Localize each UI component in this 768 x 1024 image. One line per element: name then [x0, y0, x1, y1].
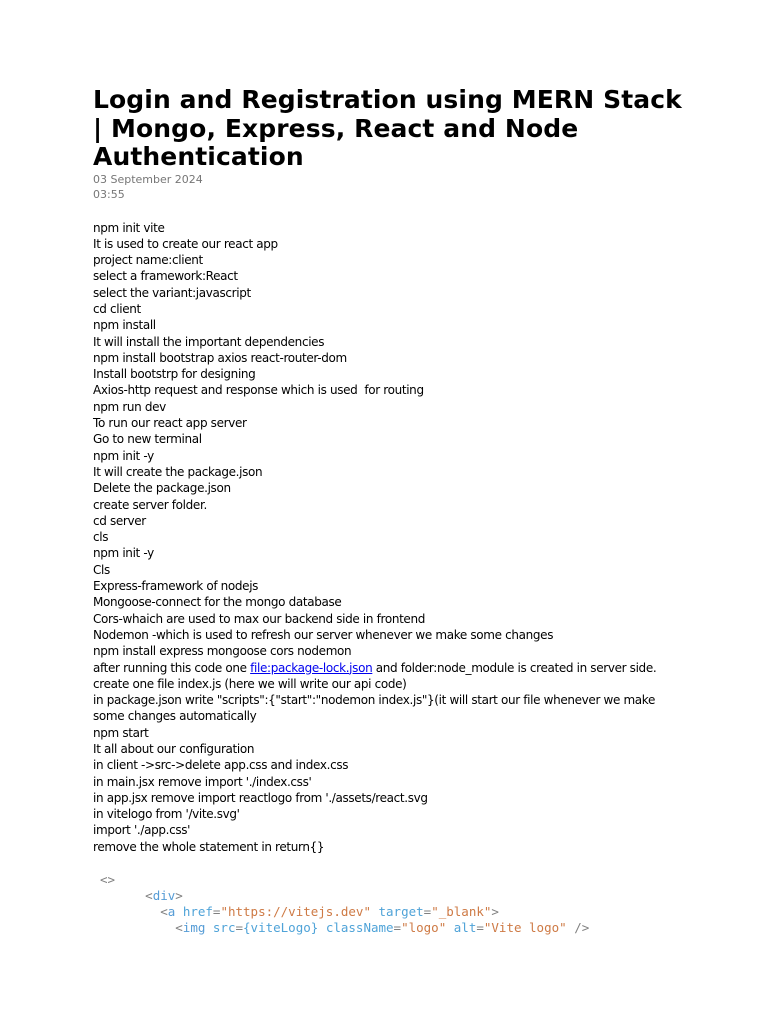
code-expression: {viteLogo}: [243, 920, 319, 935]
note-line: remove the whole statement in return{}: [93, 839, 325, 854]
note-line: in vitelogo from '/vite.svg': [93, 807, 240, 822]
note-line: npm start: [93, 725, 149, 740]
code-attr: target: [378, 904, 424, 919]
note-line: Axios-http request and response which is used for routing: [93, 383, 424, 398]
code-bracket: />: [574, 920, 590, 935]
code-fragment: <>: [100, 872, 116, 887]
code-eq: =: [476, 920, 484, 935]
code-attr: src: [212, 920, 236, 935]
note-line: npm init vite: [93, 220, 165, 235]
code-line-4: [100, 920, 589, 936]
note-line-with-link: [93, 660, 683, 676]
code-eq: =: [212, 904, 221, 919]
note-line: select a framework:React: [93, 269, 238, 284]
link-line-before: after running this code one: [93, 660, 251, 675]
note-line: Delete the package.json: [93, 481, 231, 496]
note-line: It all about our configuration: [93, 742, 255, 756]
note-line: create one file index.js (here we will write our api code): [93, 676, 407, 691]
code-line-3: [100, 904, 589, 920]
code-attr: className: [325, 920, 394, 935]
code-bracket: >: [175, 888, 183, 903]
note-line: npm init -y: [93, 546, 154, 561]
note-line: select the variant:javascript: [93, 285, 251, 300]
note-line: in package.json write "scripts":{"start":"nodemon index.js"}(it will start our file whenever we make: [93, 693, 656, 708]
note-line: cls: [93, 530, 109, 545]
note-line: It is used to create our react app: [93, 236, 278, 251]
code-bracket: >: [491, 904, 499, 919]
link-line-after: and folder:node_module is created in server side.: [372, 660, 657, 675]
note-line: Express-framework of nodejs: [93, 579, 259, 594]
code-eq: =: [423, 904, 432, 919]
note-line: To run our react app server: [93, 416, 247, 431]
note-line: create server folder.: [93, 497, 207, 512]
code-eq: =: [235, 920, 244, 935]
note-page: [93, 86, 683, 855]
note-line: project name:client: [93, 253, 203, 268]
note-time: 03:55: [93, 188, 125, 201]
note-line: in app.jsx remove import reactlogo from './assets/react.svg: [93, 790, 428, 805]
note-line: Go to new terminal: [93, 432, 202, 447]
note-line: npm run dev: [93, 399, 166, 414]
note-line: npm init -y: [93, 448, 154, 463]
note-line: cd client: [93, 301, 141, 316]
note-line: Cors-whaich are used to max our backend side in frontend: [93, 611, 425, 626]
note-line: Cls: [93, 562, 110, 577]
note-line: npm install express mongoose cors nodemon: [93, 644, 352, 659]
note-line: Install bootstrp for designing: [93, 367, 256, 382]
code-line-2: [100, 888, 589, 904]
code-tag: a: [167, 904, 176, 919]
code-line-1: [100, 872, 589, 888]
code-string: "https://vitejs.dev": [220, 904, 371, 919]
code-tag: img: [182, 920, 206, 935]
code-string: "_blank": [431, 904, 492, 919]
code-string: "logo": [401, 920, 447, 935]
code-bracket: <: [160, 904, 168, 919]
note-line: in client ->src->delete app.css and index.css: [93, 758, 349, 773]
note-line: It will create the package.json: [93, 464, 263, 479]
note-line: in main.jsx remove import './index.css': [93, 774, 312, 789]
code-tag: div: [152, 888, 176, 903]
page-title: Login and Registration using MERN Stack | Mongo, Express, React and Node Authentication: [93, 85, 682, 171]
code-bracket: <: [175, 920, 183, 935]
note-line: import './app.css': [93, 823, 191, 838]
code-eq: =: [393, 920, 402, 935]
note-line: cd server: [93, 513, 146, 528]
code-attr: href: [182, 904, 213, 919]
note-line: Mongoose-connect for the mongo database: [93, 595, 342, 610]
note-body: [93, 220, 683, 856]
code-attr: alt: [453, 920, 477, 935]
code-bracket: <: [145, 888, 153, 903]
code-string: "Vite logo": [483, 920, 567, 935]
note-date: 03 September 2024: [93, 172, 203, 186]
note-line: some changes automatically: [93, 709, 257, 724]
note-line: npm install bootstrap axios react-router-dom: [93, 350, 347, 365]
package-lock-link[interactable]: file:package-lock.json: [250, 660, 373, 675]
code-snippet: [100, 872, 589, 936]
note-line: It will install the important dependencies: [93, 334, 325, 349]
note-line: npm install: [93, 318, 156, 333]
note-line: Nodemon -which is used to refresh our server whenever we make some changes: [93, 627, 554, 642]
